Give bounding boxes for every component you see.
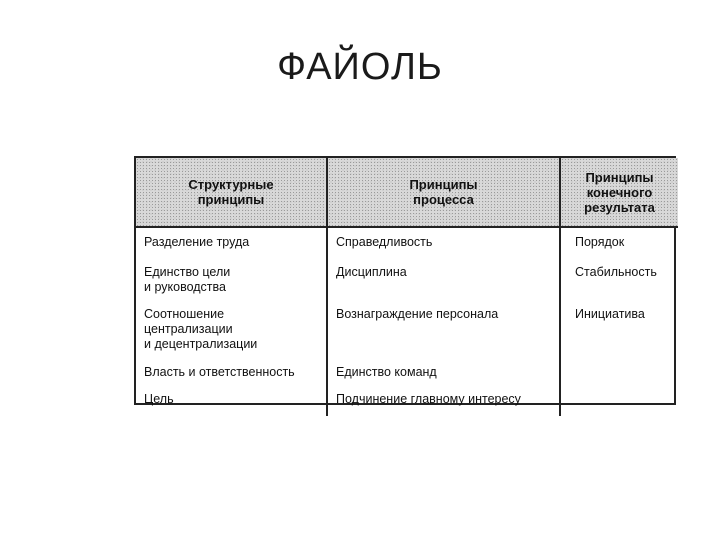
table-cell: Цель xyxy=(144,392,174,406)
slide-title: ФАЙОЛЬ xyxy=(277,46,443,88)
table-cell xyxy=(560,389,678,416)
table-cell: Соотношение централизации и децентрализации xyxy=(144,307,258,351)
table-header-row xyxy=(136,158,678,227)
table-cell: Единство цели и руководства xyxy=(144,265,231,294)
header-structural-principles: Структурные принципы xyxy=(136,158,327,227)
table-cell: Единство команд xyxy=(327,361,560,389)
table-cell xyxy=(560,361,678,389)
table-cell: Инициатива xyxy=(560,303,678,361)
table-cell: Вознаграждение персонала xyxy=(327,303,560,361)
table-cell: Дисциплина xyxy=(327,263,560,303)
table-row xyxy=(136,361,678,389)
table-cell: Власть и ответственность xyxy=(144,365,295,379)
table-row xyxy=(136,227,678,263)
table-row xyxy=(136,389,678,416)
table-cell: Порядок xyxy=(560,227,678,263)
principles-table xyxy=(134,156,676,405)
table-cell: Разделение труда xyxy=(144,235,250,249)
table-cell: Подчинение главному интересу xyxy=(327,389,560,416)
header-result-principles: Принципы конечного результата xyxy=(560,158,678,227)
table-cell: Справедливость xyxy=(327,227,560,263)
table-row xyxy=(136,263,678,303)
table-row xyxy=(136,303,678,361)
header-process-principles: Принципы процесса xyxy=(327,158,560,227)
table-cell: Стабильность xyxy=(560,263,678,303)
